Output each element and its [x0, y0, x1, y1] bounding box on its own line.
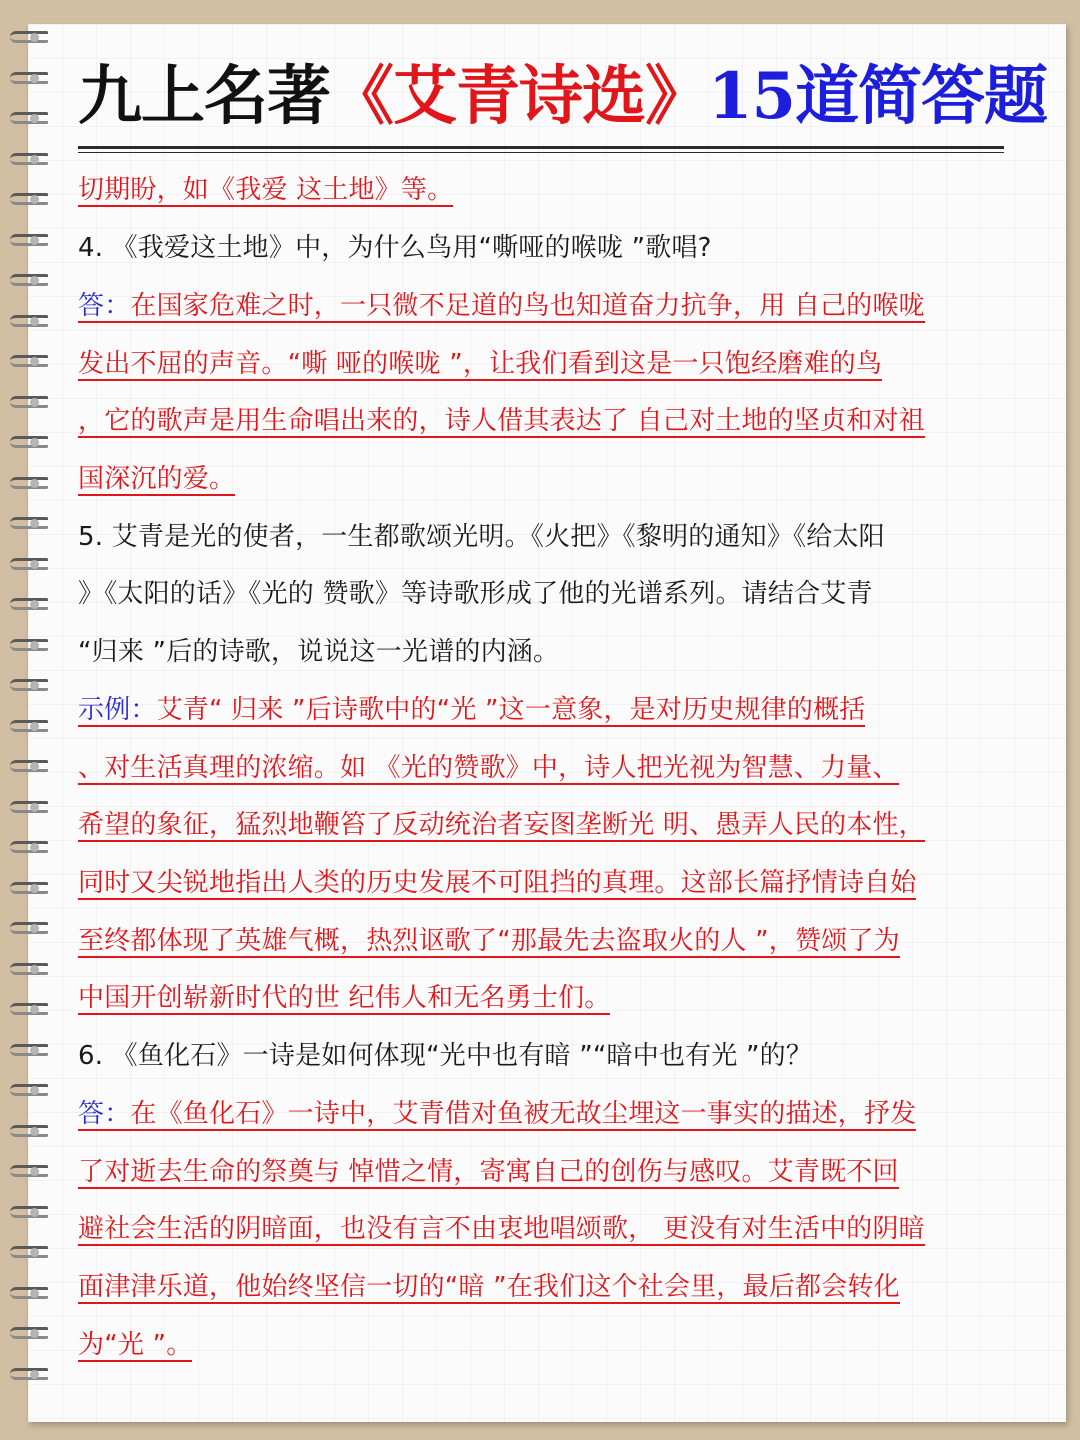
- binding-ring: [10, 314, 58, 330]
- binding-ring: [10, 152, 58, 168]
- binding-ring: [10, 476, 58, 492]
- binding-ring: [10, 1286, 58, 1302]
- answer-6-line: 了对逝去生命的祭奠与 悼惜之情，寄寓自己的创伤与感叹。艾青既不回: [78, 1157, 899, 1187]
- binding-ring: [10, 1245, 58, 1261]
- answer-5-line: 至终都体现了英雄气概，热烈讴歌了“那最先去盗取火的人 ”，赞颂了为: [78, 926, 900, 956]
- example-label: 示例：: [78, 695, 157, 725]
- question-5: 》《太阳的话》《光的 赞歌》等诗歌形成了他的光谱系列。请结合艾青: [78, 579, 873, 609]
- title-rule: [78, 146, 1004, 149]
- question-4: 4. 《我爱这土地》中，为什么鸟用“嘶哑的喉咙 ”歌唱?: [78, 233, 712, 263]
- question-6: 6. 《鱼化石》一诗是如何体现“光中也有暗 ”“暗中也有光 ”的？: [78, 1041, 813, 1071]
- binding-ring: [10, 30, 58, 46]
- answer-4-line: 答：在国家危难之时，一只微不足道的鸟也知道奋力抗争，用 自己的喉咙: [78, 291, 925, 321]
- answer-6-line: 答：在《鱼化石》一诗中，艾青借对鱼被无故尘埋这一事实的描述，抒发: [78, 1099, 917, 1129]
- binding-ring: [10, 557, 58, 573]
- binding-ring: [10, 1367, 58, 1383]
- binding-ring: [10, 719, 58, 735]
- binding-ring: [10, 233, 58, 249]
- binding-ring: [10, 1124, 58, 1140]
- binding-ring: [10, 192, 58, 208]
- binding-ring: [10, 273, 58, 289]
- answer-label: 答：: [78, 1099, 131, 1129]
- binding-ring: [10, 516, 58, 532]
- spiral-binding: [10, 30, 66, 1400]
- answer-5-line: 同时又尖锐地指出人类的历史发展不可阻挡的真理。这部长篇抒情诗自始: [78, 868, 917, 898]
- binding-ring: [10, 800, 58, 816]
- answer-4-line: ，它的歌声是用生命唱出来的，诗人借其表达了 自己对土地的坚贞和对祖: [78, 406, 925, 436]
- title-part-grade: 九上名著: [78, 59, 330, 134]
- answer-5-line: 示例：艾青“ 归来 ”后诗歌中的“光 ”这一意象，是对历史规律的概括: [78, 695, 866, 725]
- title-part-count: 15道简答题: [708, 59, 1048, 134]
- answer-6-line: 为“光 ”。: [78, 1330, 193, 1360]
- title-rule-thin: [78, 152, 1004, 153]
- answer-6-line: 面津津乐道，他始终坚信一切的“暗 ”在我们这个社会里，最后都会转化: [78, 1272, 900, 1302]
- binding-ring: [10, 678, 58, 694]
- answer-5-line: 中国开创崭新时代的世 纪伟人和无名勇士们。: [78, 983, 611, 1013]
- answer-6-line: 避社会生活的阴暗面，也没有言不由衷地唱颂歌， 更没有对生活中的阴暗: [78, 1214, 925, 1244]
- binding-ring: [10, 1326, 58, 1342]
- answer-4-line: 国深沉的爱。: [78, 464, 236, 494]
- binding-ring: [10, 881, 58, 897]
- answer-5-line: 、对生活真理的浓缩。如 《光的赞歌》中，诗人把光视为智慧、力量、: [78, 753, 899, 783]
- binding-ring: [10, 435, 58, 451]
- binding-ring: [10, 638, 58, 654]
- answer-line: 切期盼，如《我爱 这土地》等。: [78, 175, 454, 205]
- binding-ring: [10, 597, 58, 613]
- binding-ring: [10, 1083, 58, 1099]
- binding-ring: [10, 111, 58, 127]
- question-5: 5. 艾青是光的使者，一生都歌颂光明。《火把》《黎明的通知》《给太阳: [78, 522, 885, 552]
- question-5: “归来 ”后的诗歌，说说这一光谱的内涵。: [78, 637, 560, 667]
- page-title: [78, 52, 1048, 142]
- binding-ring: [10, 1205, 58, 1221]
- binding-ring: [10, 1043, 58, 1059]
- binding-ring: [10, 962, 58, 978]
- answer-4-line: 发出不屈的声音。“嘶 哑的喉咙 ”，让我们看到这是一只饱经磨难的鸟: [78, 349, 883, 379]
- binding-ring: [10, 840, 58, 856]
- binding-ring: [10, 71, 58, 87]
- binding-ring: [10, 1164, 58, 1180]
- binding-ring: [10, 921, 58, 937]
- answer-label: 答：: [78, 291, 131, 321]
- answer-5-line: 希望的象征，猛烈地鞭笞了反动统治者妄图垄断光 明、愚弄人民的本性，: [78, 810, 925, 840]
- binding-ring: [10, 1002, 58, 1018]
- title-part-book: 《艾青诗选》: [330, 59, 708, 134]
- binding-ring: [10, 395, 58, 411]
- binding-ring: [10, 354, 58, 370]
- binding-ring: [10, 759, 58, 775]
